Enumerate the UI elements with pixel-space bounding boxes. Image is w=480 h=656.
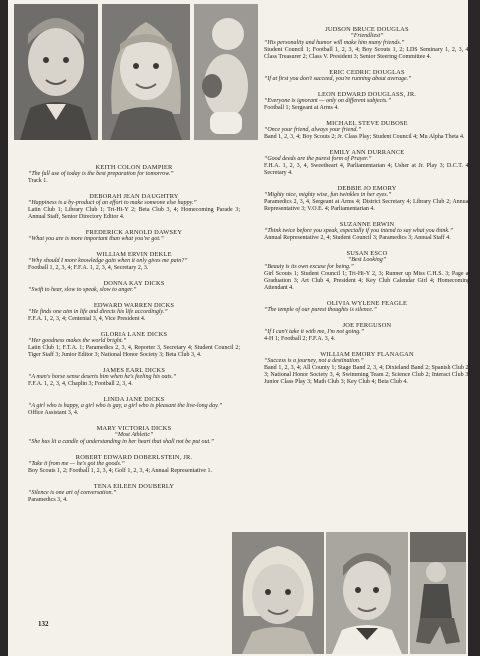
senior-name: LEON EDWARD DOUGLASS, JR.: [317, 91, 417, 98]
senior-name: KEITH COLON DAMPIER: [95, 164, 173, 171]
portrait-photo-2: [102, 4, 190, 140]
boy-portrait-icon: [14, 4, 98, 140]
senior-entry: [28, 454, 240, 475]
senior-entry: [28, 302, 240, 323]
portrait-photo-1: [14, 4, 98, 140]
senior-entry: [28, 396, 240, 417]
senior-quote: “Take it from me — he's got the goods.”: [28, 461, 125, 467]
senior-entry: [28, 229, 240, 243]
senior-activities: Office Assistant 3, 4.: [28, 410, 79, 416]
right-column: [264, 26, 470, 394]
senior-quote: “Beauty is its own excuse for being.”: [264, 264, 354, 270]
portrait-photo-4: [232, 532, 324, 654]
senior-name: GLORIA LANE DICKS: [100, 331, 168, 338]
senior-title: “Friendliest”: [350, 33, 384, 39]
senior-name: LINDA JANE DICKS: [103, 396, 165, 403]
senior-quote: “If I can't take it with me, I'm not going.”: [264, 329, 365, 335]
senior-entry: [28, 483, 240, 504]
senior-entry: [28, 193, 240, 221]
senior-activities: Band 1, 2, 3, 4; Boy Scouts 2; Jr. Class Play; Student Council 4; Mu Alpha Theta 4.: [264, 134, 465, 140]
baby-photo-icon: [194, 4, 258, 140]
senior-name: SUZANNE ERWIN: [339, 221, 395, 228]
senior-name: WILLIAM ERVIN DEKLE: [96, 251, 172, 258]
senior-entry: [28, 164, 240, 185]
senior-entry: [264, 322, 470, 343]
senior-name: JUDSON BRUCE DOUGLAS: [325, 26, 409, 33]
senior-activities: Boy Scouts 1, 2; Football 1, 2, 3, 4; Golf 1, 2, 3, 4; Annual Representative 1.: [28, 468, 212, 474]
portrait-photo-5: [326, 532, 408, 654]
senior-entry: [264, 149, 470, 177]
senior-name: MICHAEL STEVE DUBOSE: [326, 120, 408, 127]
senior-quote: “Mighty nice, mighty wise, fun twinkles in her eyes.”: [264, 192, 392, 198]
senior-quote: “The full use of today is the best preparation for tomorrow.”: [28, 171, 174, 177]
senior-quote: “Success is a journey, not a destination.”: [264, 358, 364, 364]
senior-activities: Latin Club 1; F.T.A. 1; Paramedics 2, 3, 4, Reporter 3, Secretary 4; Student Council 2; Tiger Staff 3; Junior Editor 3; National Honor Society 3; Beta Club 3, 4.: [28, 345, 240, 358]
senior-title: “Most Athletic”: [114, 432, 154, 438]
senior-entry: [264, 120, 470, 141]
senior-quote: “A girl who is happy, a girl who is gay, a girl who is pleasant the live-long day.”: [28, 403, 223, 409]
senior-quote: “Everyone is ignorant — only on different subjects.”: [264, 98, 392, 104]
senior-activities: Latin Club 1; Library Club 1; Tri-Hi-Y 2; Beta Club 3, 4; Homecoming Parade 3; Annual Staff, Senior Directory Editor 4.: [28, 207, 240, 220]
senior-name: EDWARD WARREN DICKS: [93, 302, 175, 309]
senior-name: OLIVIA WYLENE FEAGLE: [326, 300, 408, 307]
senior-name: WILLIAM EMORY FLANAGAN: [320, 351, 414, 358]
senior-activities: F.F.A. 1, 2, 3, 4, Chaplin 3; Football 2, 3, 4.: [28, 381, 133, 387]
senior-name: ROBERT EDWARD DOBERLSTEIN, JR.: [75, 454, 193, 461]
senior-quote: “The temple of our purest thoughts is silence.”: [264, 307, 377, 313]
senior-quote: “What you are is more important than what you've got.”: [28, 236, 164, 242]
senior-activities: Track 1.: [28, 178, 48, 184]
senior-quote: “Think twice before you speak, especially if you intend to say what you think.”: [264, 228, 453, 234]
portrait-photo-3: [194, 4, 258, 140]
left-column: [28, 164, 240, 512]
senior-quote: “Silence is one art of conversation.”: [28, 490, 117, 496]
senior-quote: “He finds one aim in life and directs his life accordingly.”: [28, 309, 168, 315]
boy-portrait-icon: [326, 532, 408, 654]
senior-activities: Paramedics 3, 4.: [28, 497, 68, 503]
senior-name: EMILY ANN DURRANCE: [329, 149, 405, 156]
senior-activities: F.F.A. 1, 2, 3, 4; Centenial 3, 4, Vice President 4.: [28, 316, 146, 322]
senior-name: SUSAN ESCO: [346, 250, 388, 257]
girl-portrait-icon: [102, 4, 190, 140]
senior-entry: [264, 69, 470, 83]
senior-name: DONNA KAY DICKS: [103, 280, 165, 287]
senior-quote: “She has lit a candle of understanding in her heart that shall not be put out.”: [28, 439, 214, 445]
senior-entry: [264, 185, 470, 213]
senior-entry: [28, 280, 240, 294]
senior-activities: Annual Representative 2, 4; Student Council 3; Paramedics 3; Annual Staff 4.: [264, 235, 451, 241]
senior-quote: “Her goodness makes the world bright.”: [28, 338, 127, 344]
yearbook-page: [8, 0, 468, 656]
senior-title: “Best Looking”: [347, 257, 387, 263]
senior-name: JAMES EARL DICKS: [102, 367, 166, 374]
portrait-photo-6: [410, 532, 466, 654]
senior-quote: “If at first you don't succeed, you're running about average.”: [264, 76, 412, 82]
child-sitting-photo-icon: [410, 532, 466, 654]
senior-entry: [28, 367, 240, 388]
senior-entry: [264, 221, 470, 242]
senior-name: TENA EILEEN DOUBERLY: [93, 483, 175, 490]
senior-quote: “His personality and humor will make him many friends.”: [264, 40, 405, 46]
senior-activities: Band 1, 2, 3, 4; All County 1; Stage Band 2, 3, 4; Dixieland Band 2; Spanish Club 2, 3; National Honor Society 3, 4; Swimming Team 2; Science Club 2; Interact Club 3; Junior Class Play 3; Math Club 3; Key Club 4; Beta Club 4.: [264, 365, 470, 385]
senior-activities: 4-H 1; Football 2; F.F.A. 3, 4.: [264, 336, 336, 342]
senior-name: FREDERICK ARNOLD DAWSEY: [85, 229, 183, 236]
senior-entry: [264, 91, 470, 112]
senior-name: DEBORAH JEAN DAUGHTRY: [89, 193, 179, 200]
senior-quote: “Once your friend, always your friend.”: [264, 127, 362, 133]
senior-entry: [264, 250, 470, 292]
senior-activities: Football 1, 2, 3, 4; F.F.A. 1, 2, 3, 4, Secretary 2, 3.: [28, 265, 149, 271]
senior-name: DEBBIE JO EMORY: [337, 185, 397, 192]
senior-entry: [28, 251, 240, 272]
senior-quote: “Why should I more knowledge gain when it only gives me pain?”: [28, 258, 188, 264]
senior-entry: [264, 26, 470, 61]
senior-activities: Paramedics 2, 3, 4, Sergeant at Arms 4; District Secretary 4; Library Club 2; Annual Representative 3; V.O.E. 4; Parliamentarian 4.: [264, 199, 470, 212]
senior-name: JOE FERGUSON: [342, 322, 392, 329]
senior-name: ERIC CEDRIC DOUGLAS: [329, 69, 405, 76]
senior-quote: “Swift to hear, slow to speak, slow to anger.”: [28, 287, 137, 293]
senior-activities: Football 1; Sergeant at Arms 4.: [264, 105, 339, 111]
senior-activities: Girl Scouts 1; Student Council 1; Tri-Hi-Y 2, 3; Runner up Miss C.H.S. 3; Page at Graduation 3; Art Club 4, President 4; Key Club Calendar Girl 4; Homecoming Attendant 4.: [264, 271, 470, 291]
senior-entry: [28, 331, 240, 359]
senior-quote: “A man's horse sense deserts him when he's feeling his oats.”: [28, 374, 177, 380]
page-number: 132: [38, 620, 49, 628]
senior-entry: [28, 425, 240, 446]
senior-quote: “Happiness is a by-product of an effort to make someone else happy.”: [28, 200, 197, 206]
senior-entry: [264, 300, 470, 314]
senior-activities: F.H.A. 1, 2, 3, 4, Sweetheart 4, Parliamentarian 4; Usher at Jr. Play 3; D.C.T. 4, Secretary 4.: [264, 163, 470, 176]
senior-name: MARY VICTORIA DICKS: [96, 425, 172, 432]
senior-quote: “Good deeds are the purest form of Prayer.”: [264, 156, 372, 162]
blond-child-portrait-icon: [232, 532, 324, 654]
senior-entry: [264, 351, 470, 386]
senior-activities: Student Council 1; Football 1, 2, 3, 4; Boy Scouts 1, 2; LDS Seminary 1, 2, 3, 4; Class Treasurer 2; Class V. President 3; Senior Steering Committee 4.: [264, 47, 470, 60]
